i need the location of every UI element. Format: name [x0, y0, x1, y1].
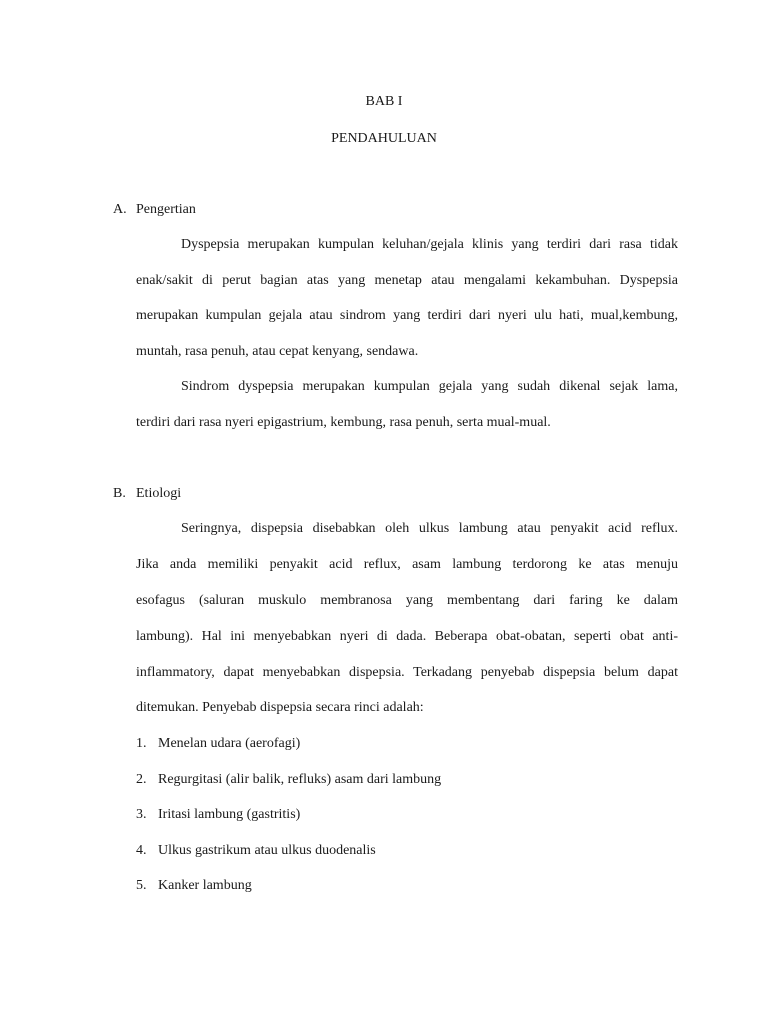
list-text: Menelan udara (aerofagi): [158, 736, 301, 751]
list-item: [136, 877, 252, 895]
paragraph-line: Dyspepsia merupakan kumpulan keluhan/gejala klinis yang terdiri dari rasa tidak: [181, 237, 678, 252]
paragraph-line: terdiri dari rasa nyeri epigastrium, kembung, rasa penuh, serta mual-mual.: [136, 415, 551, 430]
list-number: 4.: [136, 843, 147, 858]
section-heading-pengertian: [113, 201, 196, 219]
paragraph-line: ditemukan. Penyebab dispepsia secara rinci adalah:: [136, 700, 424, 715]
section-heading-etiologi: [113, 485, 181, 503]
paragraph-line: Jika anda memiliki penyakit acid reflux, asam lambung terdorong ke atas menuju: [136, 557, 678, 572]
section-title: Etiologi: [136, 486, 182, 501]
section-marker: A.: [113, 202, 127, 217]
chapter-title: BAB I: [365, 94, 403, 109]
list-text: Iritasi lambung (gastritis): [158, 807, 301, 822]
list-text: Regurgitasi (alir balik, refluks) asam dari lambung: [158, 772, 442, 787]
section-title: Pengertian: [136, 202, 196, 217]
paragraph-line: merupakan kumpulan gejala atau sindrom yang terdiri dari nyeri ulu hati, mual,kembung,: [136, 308, 678, 323]
list-number: 2.: [136, 772, 147, 787]
chapter-subtitle: PENDAHULUAN: [331, 131, 437, 146]
list-number: 3.: [136, 807, 147, 822]
list-text: Ulkus gastrikum atau ulkus duodenalis: [158, 843, 376, 858]
section-marker: B.: [113, 486, 126, 501]
list-item: [136, 735, 300, 753]
list-number: 1.: [136, 736, 147, 751]
paragraph-line: enak/sakit di perut bagian atas yang menetap atau mengalami kekambuhan. Dyspepsia: [136, 273, 678, 288]
list-item: [136, 771, 441, 789]
paragraph-line: muntah, rasa penuh, atau cepat kenyang, sendawa.: [136, 344, 419, 359]
list-item: [136, 806, 300, 824]
list-text: Kanker lambung: [158, 878, 252, 893]
paragraph-line: Seringnya, dispepsia disebabkan oleh ulkus lambung atau penyakit acid reflux.: [181, 521, 678, 536]
paragraph-line: inflammatory, dapat menyebabkan dispepsia. Terkadang penyebab dispepsia belum dapat: [136, 665, 678, 680]
paragraph-line: lambung). Hal ini menyebabkan nyeri di dada. Beberapa obat-obatan, seperti obat anti-: [136, 629, 678, 644]
list-item: [136, 842, 376, 860]
paragraph-line: esofagus (saluran muskulo membranosa yang membentang dari faring ke dalam: [136, 593, 678, 608]
paragraph-line: Sindrom dyspepsia merupakan kumpulan gejala yang sudah dikenal sejak lama,: [181, 379, 678, 394]
list-number: 5.: [136, 878, 147, 893]
